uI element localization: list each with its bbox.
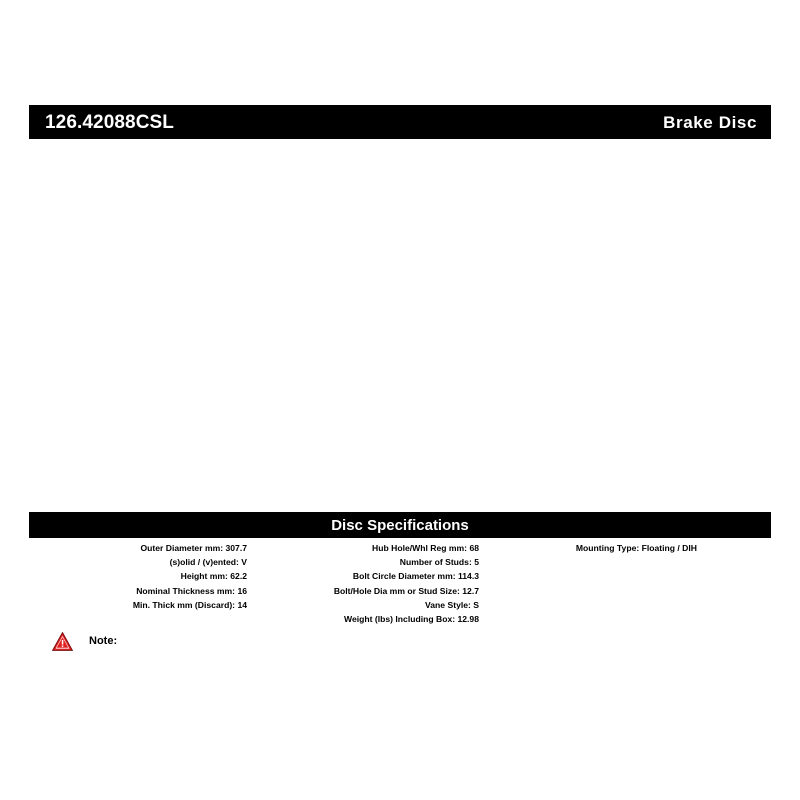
spec-label: Mounting Type: xyxy=(575,543,640,553)
spec-title-bar xyxy=(29,512,771,538)
spec-value: S xyxy=(473,599,479,610)
spec-value: V xyxy=(241,557,247,568)
spec-value: 5 xyxy=(474,557,479,568)
spec-label: Bolt/Hole Dia mm or Stud Size: xyxy=(333,585,460,596)
spec-value: Floating / DIH xyxy=(641,543,697,553)
product-type-label: Brake Disc xyxy=(663,112,757,132)
spec-label: Nominal Thickness mm: xyxy=(136,585,236,596)
spec-label: (s)olid / (v)ented: xyxy=(169,557,239,568)
spec-value: 114.3 xyxy=(457,571,479,582)
spec-label: Outer Diameter mm: xyxy=(140,543,224,553)
spec-row xyxy=(29,598,247,612)
warning-triangle-icon xyxy=(52,632,73,651)
spec-row xyxy=(29,569,247,583)
note-label: Note: xyxy=(89,635,118,647)
spec-label: Bolt Circle Diameter mm: xyxy=(352,571,456,582)
spec-columns xyxy=(29,541,771,626)
spec-row xyxy=(247,569,479,583)
spec-label: Hub Hole/Whl Reg mm: xyxy=(372,543,468,553)
spec-row xyxy=(247,555,479,569)
spec-row xyxy=(247,584,479,598)
spec-column-right xyxy=(479,541,771,555)
spec-column-left xyxy=(29,541,247,612)
spec-row xyxy=(479,541,697,555)
spec-value: 12.7 xyxy=(462,585,479,596)
product-image-area xyxy=(29,145,771,505)
spec-value: 16 xyxy=(237,585,247,596)
spec-label: Weight (lbs) Including Box: xyxy=(344,614,456,625)
header-bar xyxy=(29,105,771,139)
spec-label: Height mm: xyxy=(180,571,228,582)
spec-value: 62.2 xyxy=(230,571,247,582)
spec-row xyxy=(29,584,247,598)
spec-value: 12.98 xyxy=(457,614,479,625)
spec-value: 14 xyxy=(237,599,247,610)
spec-value: 307.7 xyxy=(225,543,247,553)
spec-row xyxy=(247,612,479,626)
spec-label: Vane Style: xyxy=(425,599,471,610)
spec-label: Min. Thick mm (Discard): xyxy=(132,599,236,610)
spec-value: 68 xyxy=(469,543,479,553)
note-block xyxy=(52,632,117,651)
spec-row xyxy=(247,541,479,555)
part-number: 126.42088CSL xyxy=(45,111,175,133)
spec-row xyxy=(29,555,247,569)
spec-row xyxy=(247,598,479,612)
spec-label: Number of Studs: xyxy=(399,557,472,568)
spec-title: Disc Specifications xyxy=(331,516,469,534)
spec-column-middle xyxy=(247,541,479,626)
spec-row xyxy=(29,541,247,555)
